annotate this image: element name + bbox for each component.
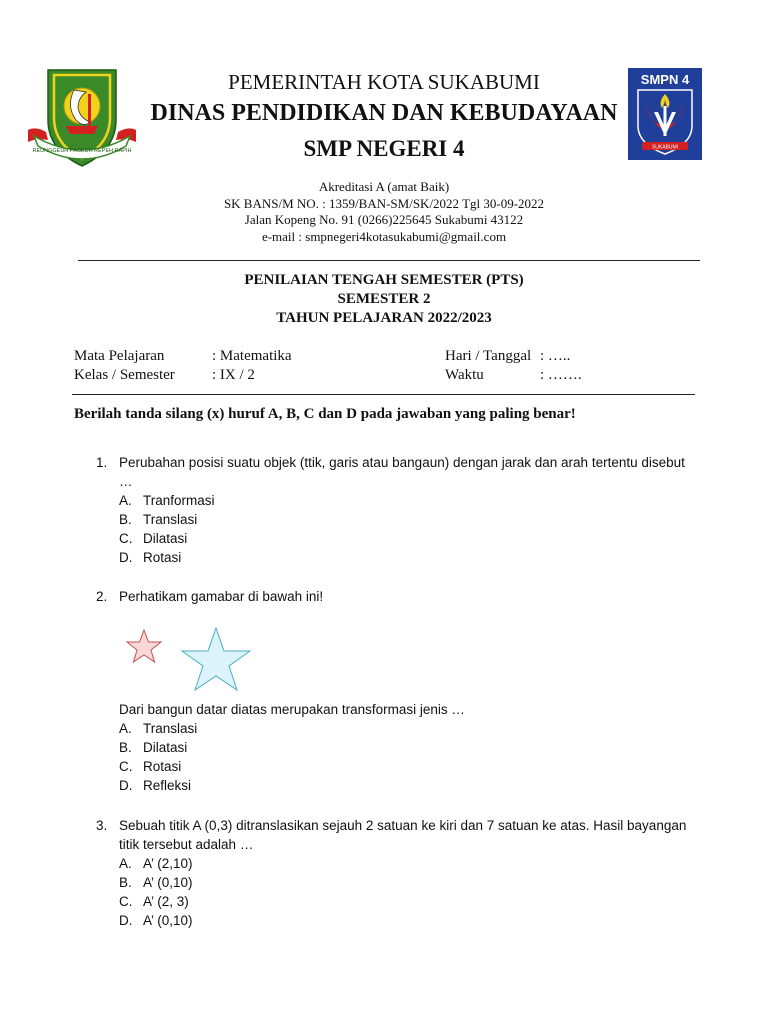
option-a: A. Tranformasi <box>119 493 215 508</box>
option-a: A. Translasi <box>119 721 198 736</box>
small-star <box>127 630 161 662</box>
question-text: Sebuah titik A (0,3) ditranslasikan sejauh 2 satuan ke kiri dan 7 satuan ke atas. Hasil bayangan titik tersebut adalah … <box>119 818 687 852</box>
subject-label: Mata Pelajaran <box>74 348 165 364</box>
address-text: Jalan Kopeng No. 91 (0266)225645 Sukabumi 43122 <box>244 212 524 227</box>
option-b: B. Translasi <box>119 512 198 527</box>
exam-year: TAHUN PELAJARAN 2022/2023 <box>276 310 492 326</box>
option-c: C. A’ (2, 3) <box>119 894 189 909</box>
header-divider <box>78 260 700 261</box>
department-heading: DINAS PENDIDIKAN DAN KEBUDAYAAN <box>150 100 618 126</box>
star-figure <box>118 624 258 696</box>
class-label: Kelas / Semester <box>74 367 175 383</box>
instruction-text: Berilah tanda silang (x) huruf A, B, C dan D pada jawaban yang paling benar! <box>74 406 576 422</box>
question-text: Dari bangun datar diatas merupakan transformasi jenis … <box>119 702 465 717</box>
question-3 <box>96 816 696 930</box>
option-d: D. Rotasi <box>119 550 182 565</box>
email-text: e-mail : smpnegeri4kotasukabumi@gmail.com <box>261 229 507 244</box>
question-2 <box>96 587 696 606</box>
option-b: B. A’ (0,10) <box>119 875 193 890</box>
option-a: A. A’ (2,10) <box>119 856 193 871</box>
accreditation-text: Akreditasi A (amat Baik) <box>318 179 450 194</box>
question-text: Perubahan posisi suatu objek (ttik, garis atau bangaun) dengan jarak dan arah tertentu disebut … <box>119 455 685 489</box>
government-heading: PEMERINTAH KOTA SUKABUMI <box>228 70 540 94</box>
option-c: C. Rotasi <box>119 759 182 774</box>
option-b: B. Dilatasi <box>119 740 188 755</box>
day-label: Hari / Tanggal <box>445 348 532 364</box>
info-divider <box>72 394 695 395</box>
question-number: 2. <box>96 589 108 604</box>
question-text: Perhatikam gamabar di bawah ini! <box>119 589 324 604</box>
question-1 <box>96 453 696 567</box>
school-logo-city: SUKABUMI <box>651 144 679 151</box>
question-2-answers <box>96 700 696 795</box>
option-d: D. Refleksi <box>119 778 192 793</box>
exam-title: PENILAIAN TENGAH SEMESTER (PTS) <box>244 272 524 288</box>
large-star <box>182 628 250 690</box>
question-number: 3. <box>96 818 108 833</box>
sk-text: SK BANS/M NO. : 1359/BAN-SM/SK/2022 Tgl 30-09-2022 <box>223 196 545 211</box>
question-number: 1. <box>96 455 108 470</box>
subject-value: : Matematika <box>212 348 292 364</box>
option-c: C. Dilatasi <box>119 531 188 546</box>
time-label: Waktu <box>445 367 484 383</box>
time-value: : ……. <box>540 367 582 383</box>
day-value: : ….. <box>540 348 571 364</box>
school-heading: SMP NEGERI 4 <box>303 136 465 161</box>
class-value: : IX / 2 <box>212 367 255 383</box>
option-d: D. A’ (0,10) <box>119 913 193 928</box>
school-logo-name: SMPN 4 <box>640 72 690 87</box>
exam-semester: SEMESTER 2 <box>337 291 431 307</box>
emblem-motto: REUNGGEUH PAGEUH REPEH RAPIH <box>32 148 132 154</box>
